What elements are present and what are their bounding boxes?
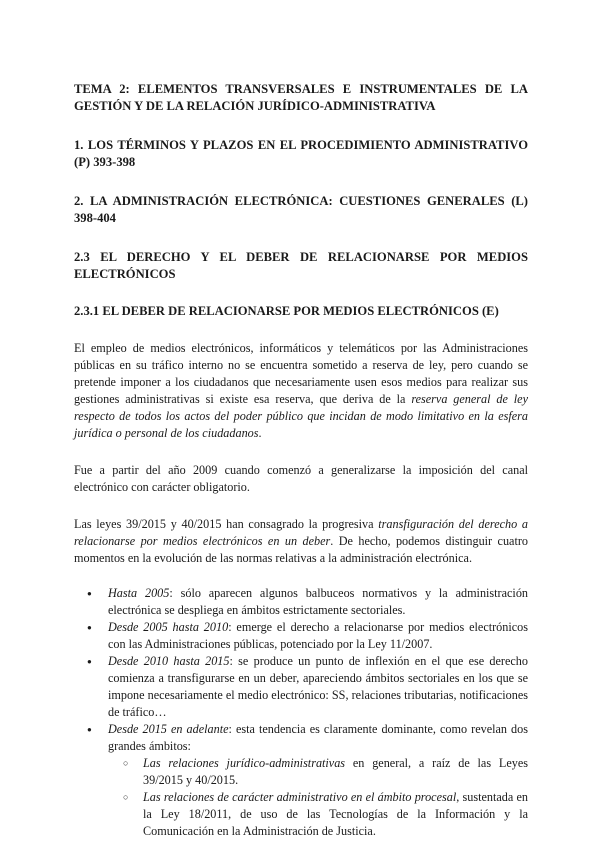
list-item-label: Hasta 2005 [108,586,170,600]
paragraph-text: Las leyes 39/2015 y 40/2015 han consagrado la progresiva [74,517,379,531]
paragraph-end: . [258,426,262,440]
evolution-list [74,585,528,840]
paragraph-electronic-means [74,340,528,442]
paragraph-2009: Fue a partir del año 2009 cuando comenzó a generalizarse la imposición del canal electrónico con carácter obligatorio. [74,463,528,494]
sub-list-item [108,789,528,840]
section-2-heading: 2. LA ADMINISTRACIÓN ELECTRÓNICA: CUESTIONES GENERALES (L) 398-404 [74,194,528,225]
list-item-text: : se produce un punto de inflexión en el que ese derecho comienza a transfigurarse en un deber, apareciendo ámbitos sectoriales en los que se impone necesariamente el medio electrónico: SS, relaciones tributarias, notificaciones de tráfico… [108,654,528,719]
list-item-label: Desde 2015 en adelante [108,722,229,736]
sub-list [108,755,528,840]
section-2-3-1-heading: 2.3.1 EL DEBER DE RELACIONARSE POR MEDIOS ELECTRÓNICOS (E) [74,304,499,318]
list-item-label: Desde 2005 hasta 2010 [108,620,229,634]
paragraph-italic: transfiguración del derecho a relacionarse por medios electrónicos en un deber [74,517,528,548]
document-page [74,81,528,840]
list-item [74,585,528,619]
paragraph-laws [74,516,528,567]
section-1-heading: 1. LOS TÉRMINOS Y PLAZOS EN EL PROCEDIMIENTO ADMINISTRATIVO (P) 393-398 [74,138,528,169]
list-item-text: : esta tendencia es claramente dominante, como revelan dos grandes ámbitos: [108,722,528,753]
list-item [74,721,528,840]
list-item [74,653,528,721]
list-item [74,619,528,653]
sub-list-item-label: Las relaciones jurídico-administrativas [143,756,346,770]
section-2-3-heading: 2.3 EL DERECHO Y EL DEBER DE RELACIONARSE POR MEDIOS ELECTRÓNICOS [74,250,528,281]
sub-list-item-text: , sustentada en la Ley 18/2011, de uso de las Tecnologías de la Información y la Comunicación en la Administración de Justicia. [143,790,528,838]
paragraph-text: El empleo de medios electrónicos, informáticos y telemáticos por las Administraciones públicas en su tráfico interno no se encuentra sometido a reserva de ley, pero cuando se pretende imponer a los ciudadanos que necesariamente usen esos medios para realizar sus gestiones administrativas si existe esa reserva, que deriva de la [74,341,528,406]
topic-heading: TEMA 2: ELEMENTOS TRANSVERSALES E INSTRUMENTALES DE LA GESTIÓN Y DE LA RELACIÓN JURÍDICO-ADMINISTRATIVA [74,82,528,113]
paragraph-italic: reserva general de ley respecto de todos los actos del poder público que incidan de modo limitativo en la esfera jurídica o personal de los ciudadanos [74,392,529,440]
list-item-text: : sólo aparecen algunos balbuceos normativos y la administración electrónica se despliega en ámbitos estrictamente sectoriales. [108,586,529,617]
sub-list-item [108,755,528,789]
list-item-label: Desde 2010 hasta 2015 [108,654,230,668]
paragraph-end: . De hecho, podemos distinguir cuatro momentos en la evolución de las normas relativas a la administración electrónica. [74,534,528,565]
sub-list-item-text: en general, a raíz de las Leyes 39/2015 y 40/2015. [143,756,528,787]
list-item-text: : emerge el derecho a relacionarse por medios electrónicos con las Administraciones públicas, potenciado por la Ley 11/2007. [108,620,529,651]
sub-list-item-label: Las relaciones de carácter administrativo en el ámbito procesal [143,790,457,804]
